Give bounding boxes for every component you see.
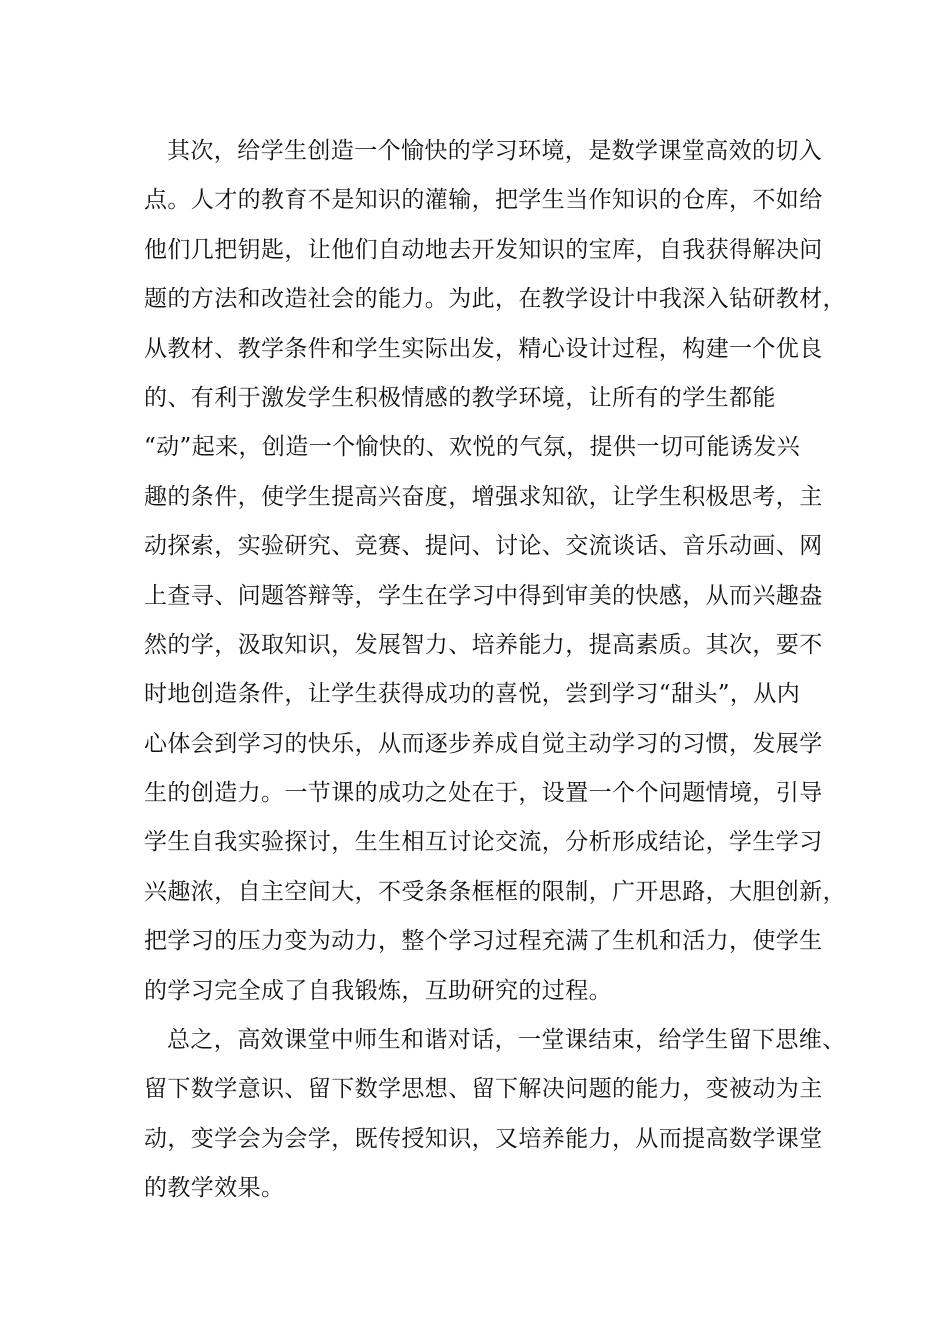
text-line: 上查寻、问题答辩等，学生在学习中得到审美的快感，从而兴趣盎 <box>144 582 823 609</box>
text-line: 兴趣浓，自主空间大，不受条条框框的限制，广开思路，大胆创新， <box>144 878 846 905</box>
text-line: 动探索，实验研究、竞赛、提问、讨论、交流谈话、音乐动画、网 <box>144 533 823 560</box>
paragraph-2 <box>144 1016 846 1214</box>
text-line: 从教材、教学条件和学生实际出发，精心设计过程，构建一个优良 <box>144 335 823 362</box>
text-line: 时地创造条件，让学生获得成功的喜悦，尝到学习“甜头”，从内 <box>144 681 801 708</box>
text-line: 他们几把钥匙，让他们自动地去开发知识的宝库，自我获得解决问 <box>144 236 823 263</box>
text-line: 生的创造力。一节课的成功之处在于，设置一个个问题情境，引导 <box>144 780 823 807</box>
text-line: 的教学效果。 <box>144 1175 285 1202</box>
text-line: 其次，给学生创造一个愉快的学习环境，是数学课堂高效的切入 <box>167 138 823 164</box>
body-text <box>144 127 846 1214</box>
text-line: 把学习的压力变为动力，整个学习过程充满了生机和活力，使学生 <box>144 928 823 955</box>
text-line: 学生自我实验探讨，生生相互讨论交流，分析形成结论，学生学习 <box>144 829 823 856</box>
text-line: 题的方法和改造社会的能力。为此，在教学设计中我深入钻研教材， <box>144 286 846 313</box>
paragraph-1 <box>144 127 846 1016</box>
text-line: 总之，高效课堂中师生和谐对话，一堂课结束，给学生留下思维、 <box>167 1027 846 1054</box>
text-line: 点。人才的教育不是知识的灌输，把学生当作知识的仓库，不如给 <box>144 187 823 214</box>
text-line: 趣的条件，使学生提高兴奋度，增强求知欲，让学生积极思考，主 <box>144 483 823 510</box>
text-line: 的、有利于激发学生积极情感的教学环境，让所有的学生都能 <box>144 384 776 411</box>
text-line: 留下数学意识、留下数学思想、留下解决问题的能力，变被动为主 <box>144 1076 823 1103</box>
text-line: 然的学，汲取知识，发展智力、培养能力，提高素质。其次，要不 <box>144 631 823 658</box>
text-line: 动，变学会为会学，既传授知识，又培养能力，从而提高数学课堂 <box>144 1125 823 1152</box>
text-line: “动”起来，创造一个愉快的、欢悦的气氛，提供一切可能诱发兴 <box>144 434 801 461</box>
text-line: 的学习完全成了自我锻炼，互助研究的过程。 <box>144 977 612 1004</box>
text-line: 心体会到学习的快乐，从而逐步养成自觉主动学习的习惯，发展学 <box>144 730 823 757</box>
